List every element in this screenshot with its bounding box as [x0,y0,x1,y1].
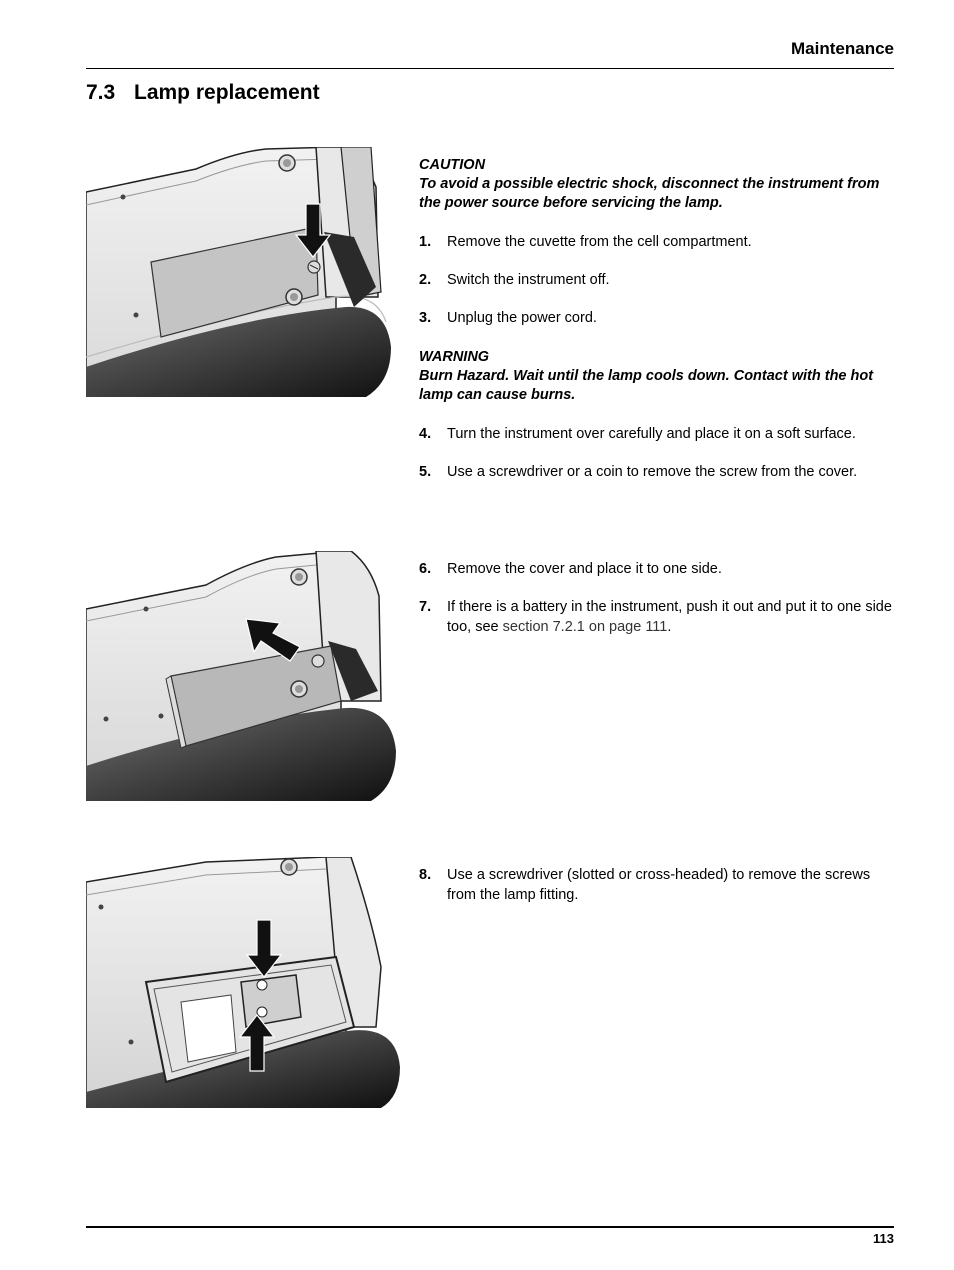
running-header: Maintenance [791,39,894,58]
section-number: 7.3 [86,81,116,104]
caution-notice [419,156,899,213]
step-7 [419,598,899,637]
step-3 [419,309,899,329]
step-number: 5. [419,464,432,480]
warning-text: Burn Hazard. Wait until the lamp cools down. Contact with the hot lamp can cause burns. [419,368,874,403]
page-number: 113 [873,1231,894,1246]
step-number: 7. [419,599,432,615]
section-heading [86,81,320,105]
caution-text: To avoid a possible electric shock, disconnect the instrument from the power source before servicing the lamp. [419,176,880,211]
step-8 [419,866,899,905]
step-6 [419,560,899,580]
instrument-illustration-1 [86,147,398,397]
step-number: 4. [419,426,432,442]
step-5 [419,463,899,483]
step-text: Switch the instrument off. [447,272,610,288]
step-1 [419,233,899,253]
step-number: 2. [419,272,432,288]
figure-remove-screw [86,147,398,397]
step-text: Turn the instrument over carefully and place it on a soft surface. [447,426,856,442]
figure-remove-cover [86,551,398,801]
step-text: Use a screwdriver (slotted or cross-headed) to remove the screws from the lamp fitting. [447,867,871,903]
figure-lamp-fitting [86,857,401,1108]
section-cross-reference-link[interactable]: section 7.2.1 on page 111 [502,618,668,635]
step-text [447,598,899,637]
step-text: Use a screwdriver or a coin to remove the screw from the cover. [447,464,858,480]
step-number: 6. [419,561,432,577]
caution-label: CAUTION [419,157,486,173]
header-rule [86,68,894,69]
step-text-before: If there is a battery in the instrument, push it out and put it to one side too, see [447,599,892,635]
step-text: Remove the cover and place it to one side. [447,561,722,577]
warning-notice [419,348,899,405]
step-number: 3. [419,310,432,326]
warning-label: WARNING [419,349,490,365]
instrument-illustration-3 [86,857,401,1108]
step-number: 1. [419,234,432,250]
instrument-illustration-2 [86,551,398,801]
step-number: 8. [419,867,432,883]
section-title: Lamp replacement [134,81,320,104]
step-text: Unplug the power cord. [447,310,597,326]
step-text-after: . [667,618,672,635]
step-text: Remove the cuvette from the cell compartment. [447,234,752,250]
step-2 [419,271,899,291]
step-4 [419,425,899,445]
footer-rule [86,1226,894,1228]
